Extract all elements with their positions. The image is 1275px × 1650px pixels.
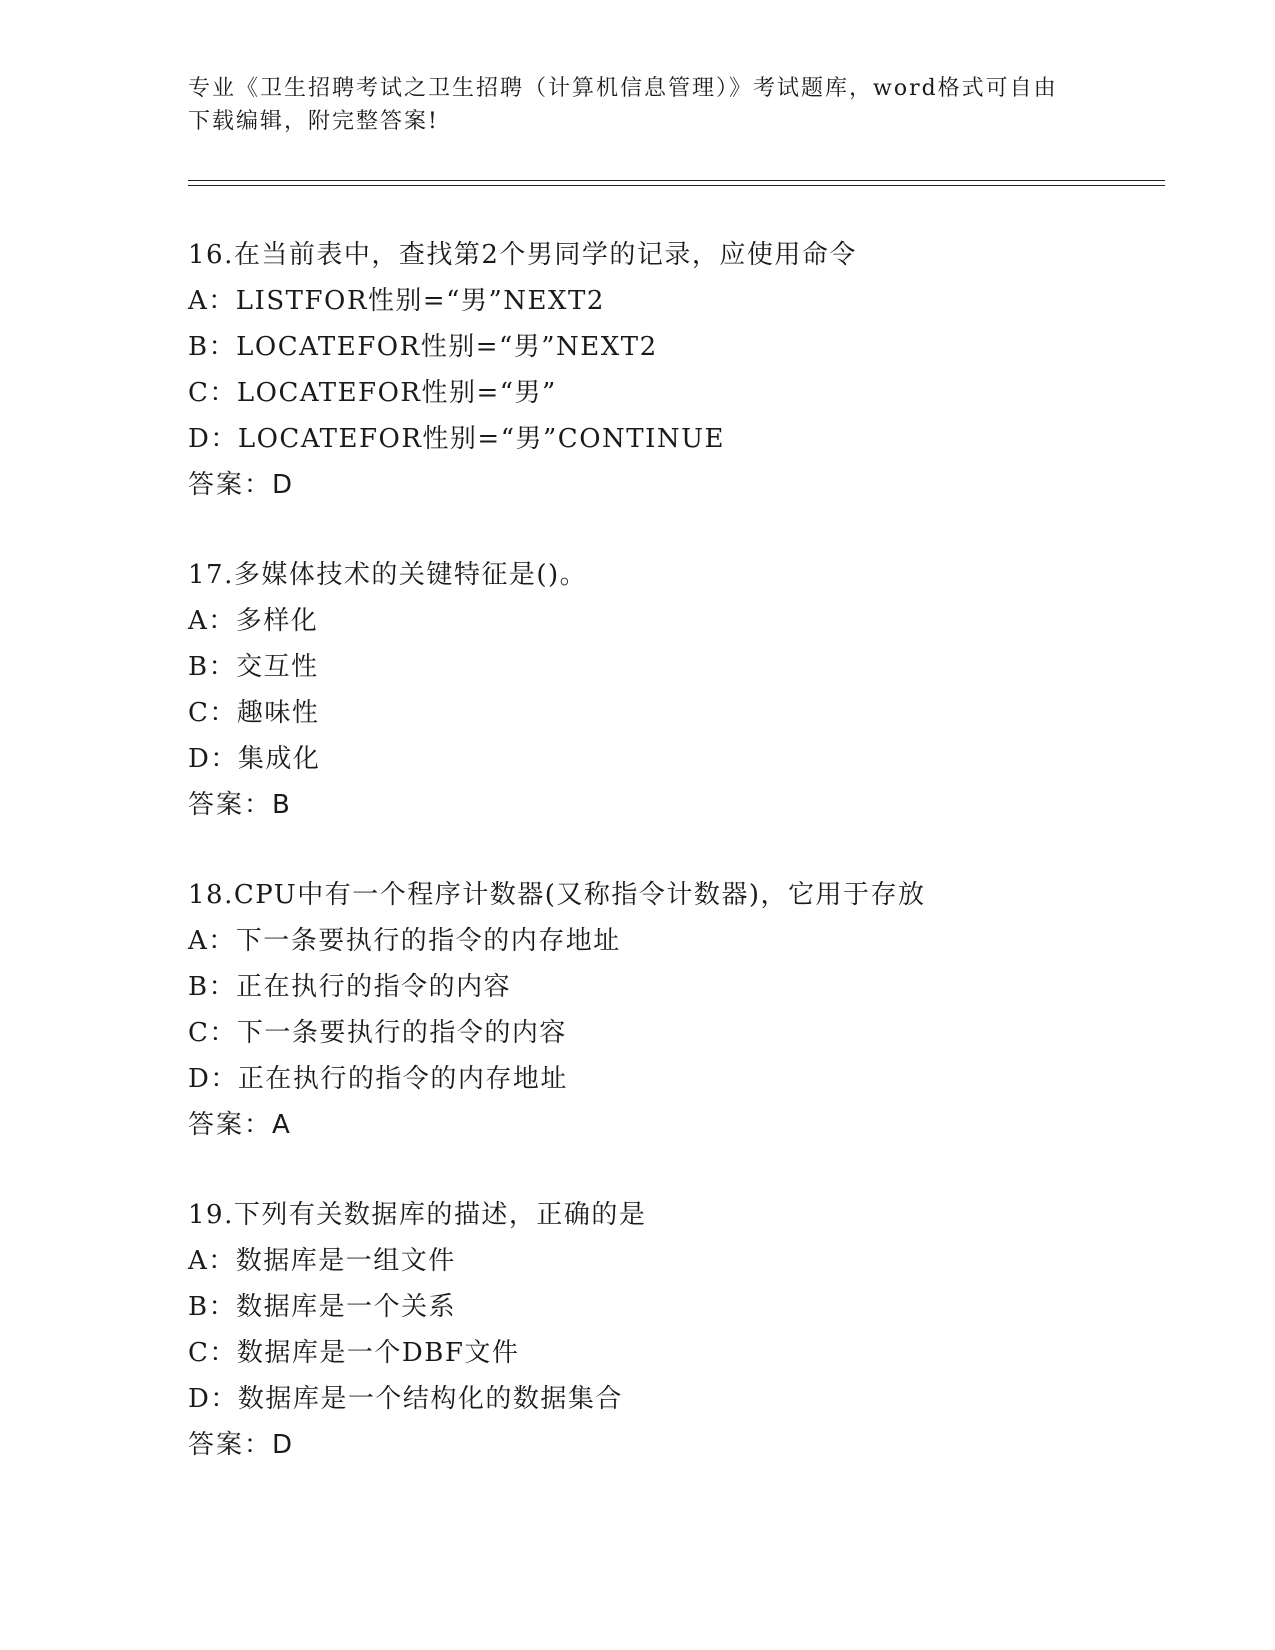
- answer: 答案：A: [188, 1110, 292, 1140]
- option-a: A：下一条要执行的指令的内存地址: [188, 926, 621, 956]
- question-title: 16.在当前表中，查找第2个男同学的记录，应使用命令: [188, 240, 857, 270]
- header-divider-bottom: [188, 185, 1165, 186]
- question-19: [188, 1192, 1168, 1468]
- option-c: C：LOCATEFOR性别=“男”: [188, 378, 557, 408]
- option-c: C：数据库是一个DBF文件: [188, 1338, 520, 1368]
- option-b: B：LOCATEFOR性别=“男”NEXT2: [188, 332, 658, 362]
- answer: 答案：D: [188, 470, 295, 500]
- answer: 答案：B: [188, 790, 292, 820]
- option-b: B：交互性: [188, 652, 319, 682]
- option-c: C：趣味性: [188, 698, 320, 728]
- answer: 答案：D: [188, 1430, 295, 1460]
- option-a: A：LISTFOR性别=“男”NEXT2: [188, 286, 605, 316]
- document-header: 专业《卫生招聘考试之卫生招聘（计算机信息管理）》考试题库，word格式可自由下载编辑，附完整答案!: [188, 76, 1058, 134]
- option-b: B：数据库是一个关系: [188, 1292, 457, 1322]
- option-d: D：正在执行的指令的内存地址: [188, 1064, 568, 1094]
- question-16: [188, 232, 1168, 508]
- option-d: D：数据库是一个结构化的数据集合: [188, 1384, 623, 1414]
- question-title: 17.多媒体技术的关键特征是()。: [188, 560, 588, 590]
- question-title: 18.CPU中有一个程序计数器(又称指令计数器)，它用于存放: [188, 880, 926, 910]
- option-d: D：LOCATEFOR性别=“男”CONTINUE: [188, 424, 726, 454]
- option-a: A：多样化: [188, 606, 319, 636]
- question-18: [188, 872, 1168, 1148]
- option-d: D：集成化: [188, 744, 321, 774]
- option-c: C：下一条要执行的指令的内容: [188, 1018, 567, 1048]
- option-a: A：数据库是一组文件: [188, 1246, 456, 1276]
- question-17: [188, 552, 1168, 828]
- question-title: 19.下列有关数据库的描述，正确的是: [188, 1200, 647, 1230]
- header-divider-top: [188, 180, 1165, 181]
- option-b: B：正在执行的指令的内容: [188, 972, 512, 1002]
